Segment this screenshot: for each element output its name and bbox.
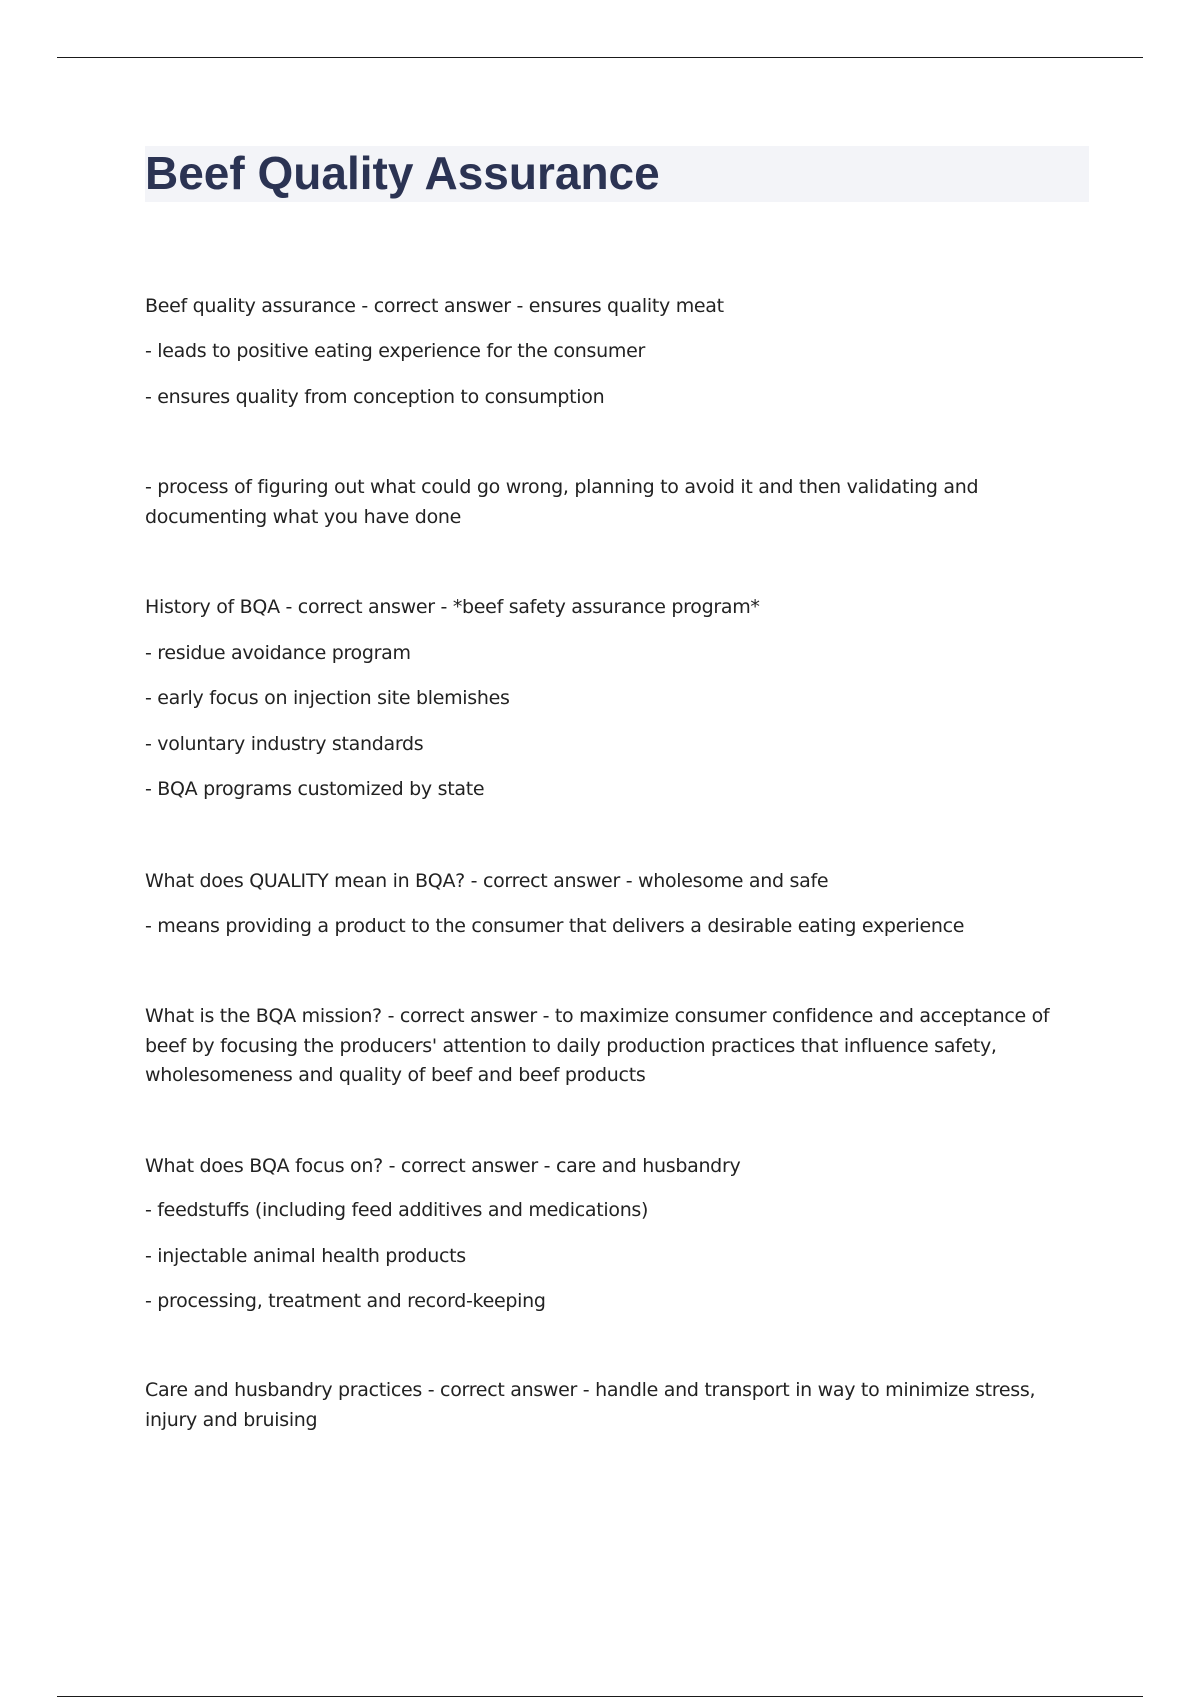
text-line: What does BQA focus on? - correct answer - care and husbandry [145,1155,741,1177]
text-line: - leads to positive eating experience for the consumer [145,340,645,362]
document-title: Beef Quality Assurance [145,147,660,199]
text-line: - means providing a product to the consumer that delivers a desirable eating experience [145,915,965,937]
text-line: - feedstuffs (including feed additives and medications) [145,1199,649,1221]
text-line: - injectable animal health products [145,1245,466,1267]
text-line: - ensures quality from conception to consumption [145,386,605,408]
text-line: - residue avoidance program [145,642,411,664]
text-line: Beef quality assurance - correct answer - ensures quality meat [145,295,724,317]
text-line: - processing, treatment and record-keeping [145,1290,546,1312]
text-paragraph: - process of figuring out what could go wrong, planning to avoid it and then validating and documenting what you have done [145,476,979,528]
text-line: History of BQA - correct answer - *beef safety assurance program* [145,596,760,618]
text-line: - voluntary industry standards [145,733,424,755]
text-paragraph: Care and husbandry practices - correct answer - handle and transport in way to minimize stress, injury and bruising [145,1379,1036,1431]
text-line: - BQA programs customized by state [145,778,485,800]
text-line: What does QUALITY mean in BQA? - correct answer - wholesome and safe [145,870,829,892]
text-paragraph: What is the BQA mission? - correct answer - to maximize consumer confidence and acceptance of beef by focusing the producers' attention to daily production practices that influence safety, wholesomeness and quality of beef and beef products [145,1005,1050,1086]
text-line: - early focus on injection site blemishes [145,687,510,709]
top-rule [57,57,1143,58]
bottom-rule [57,1696,1143,1697]
